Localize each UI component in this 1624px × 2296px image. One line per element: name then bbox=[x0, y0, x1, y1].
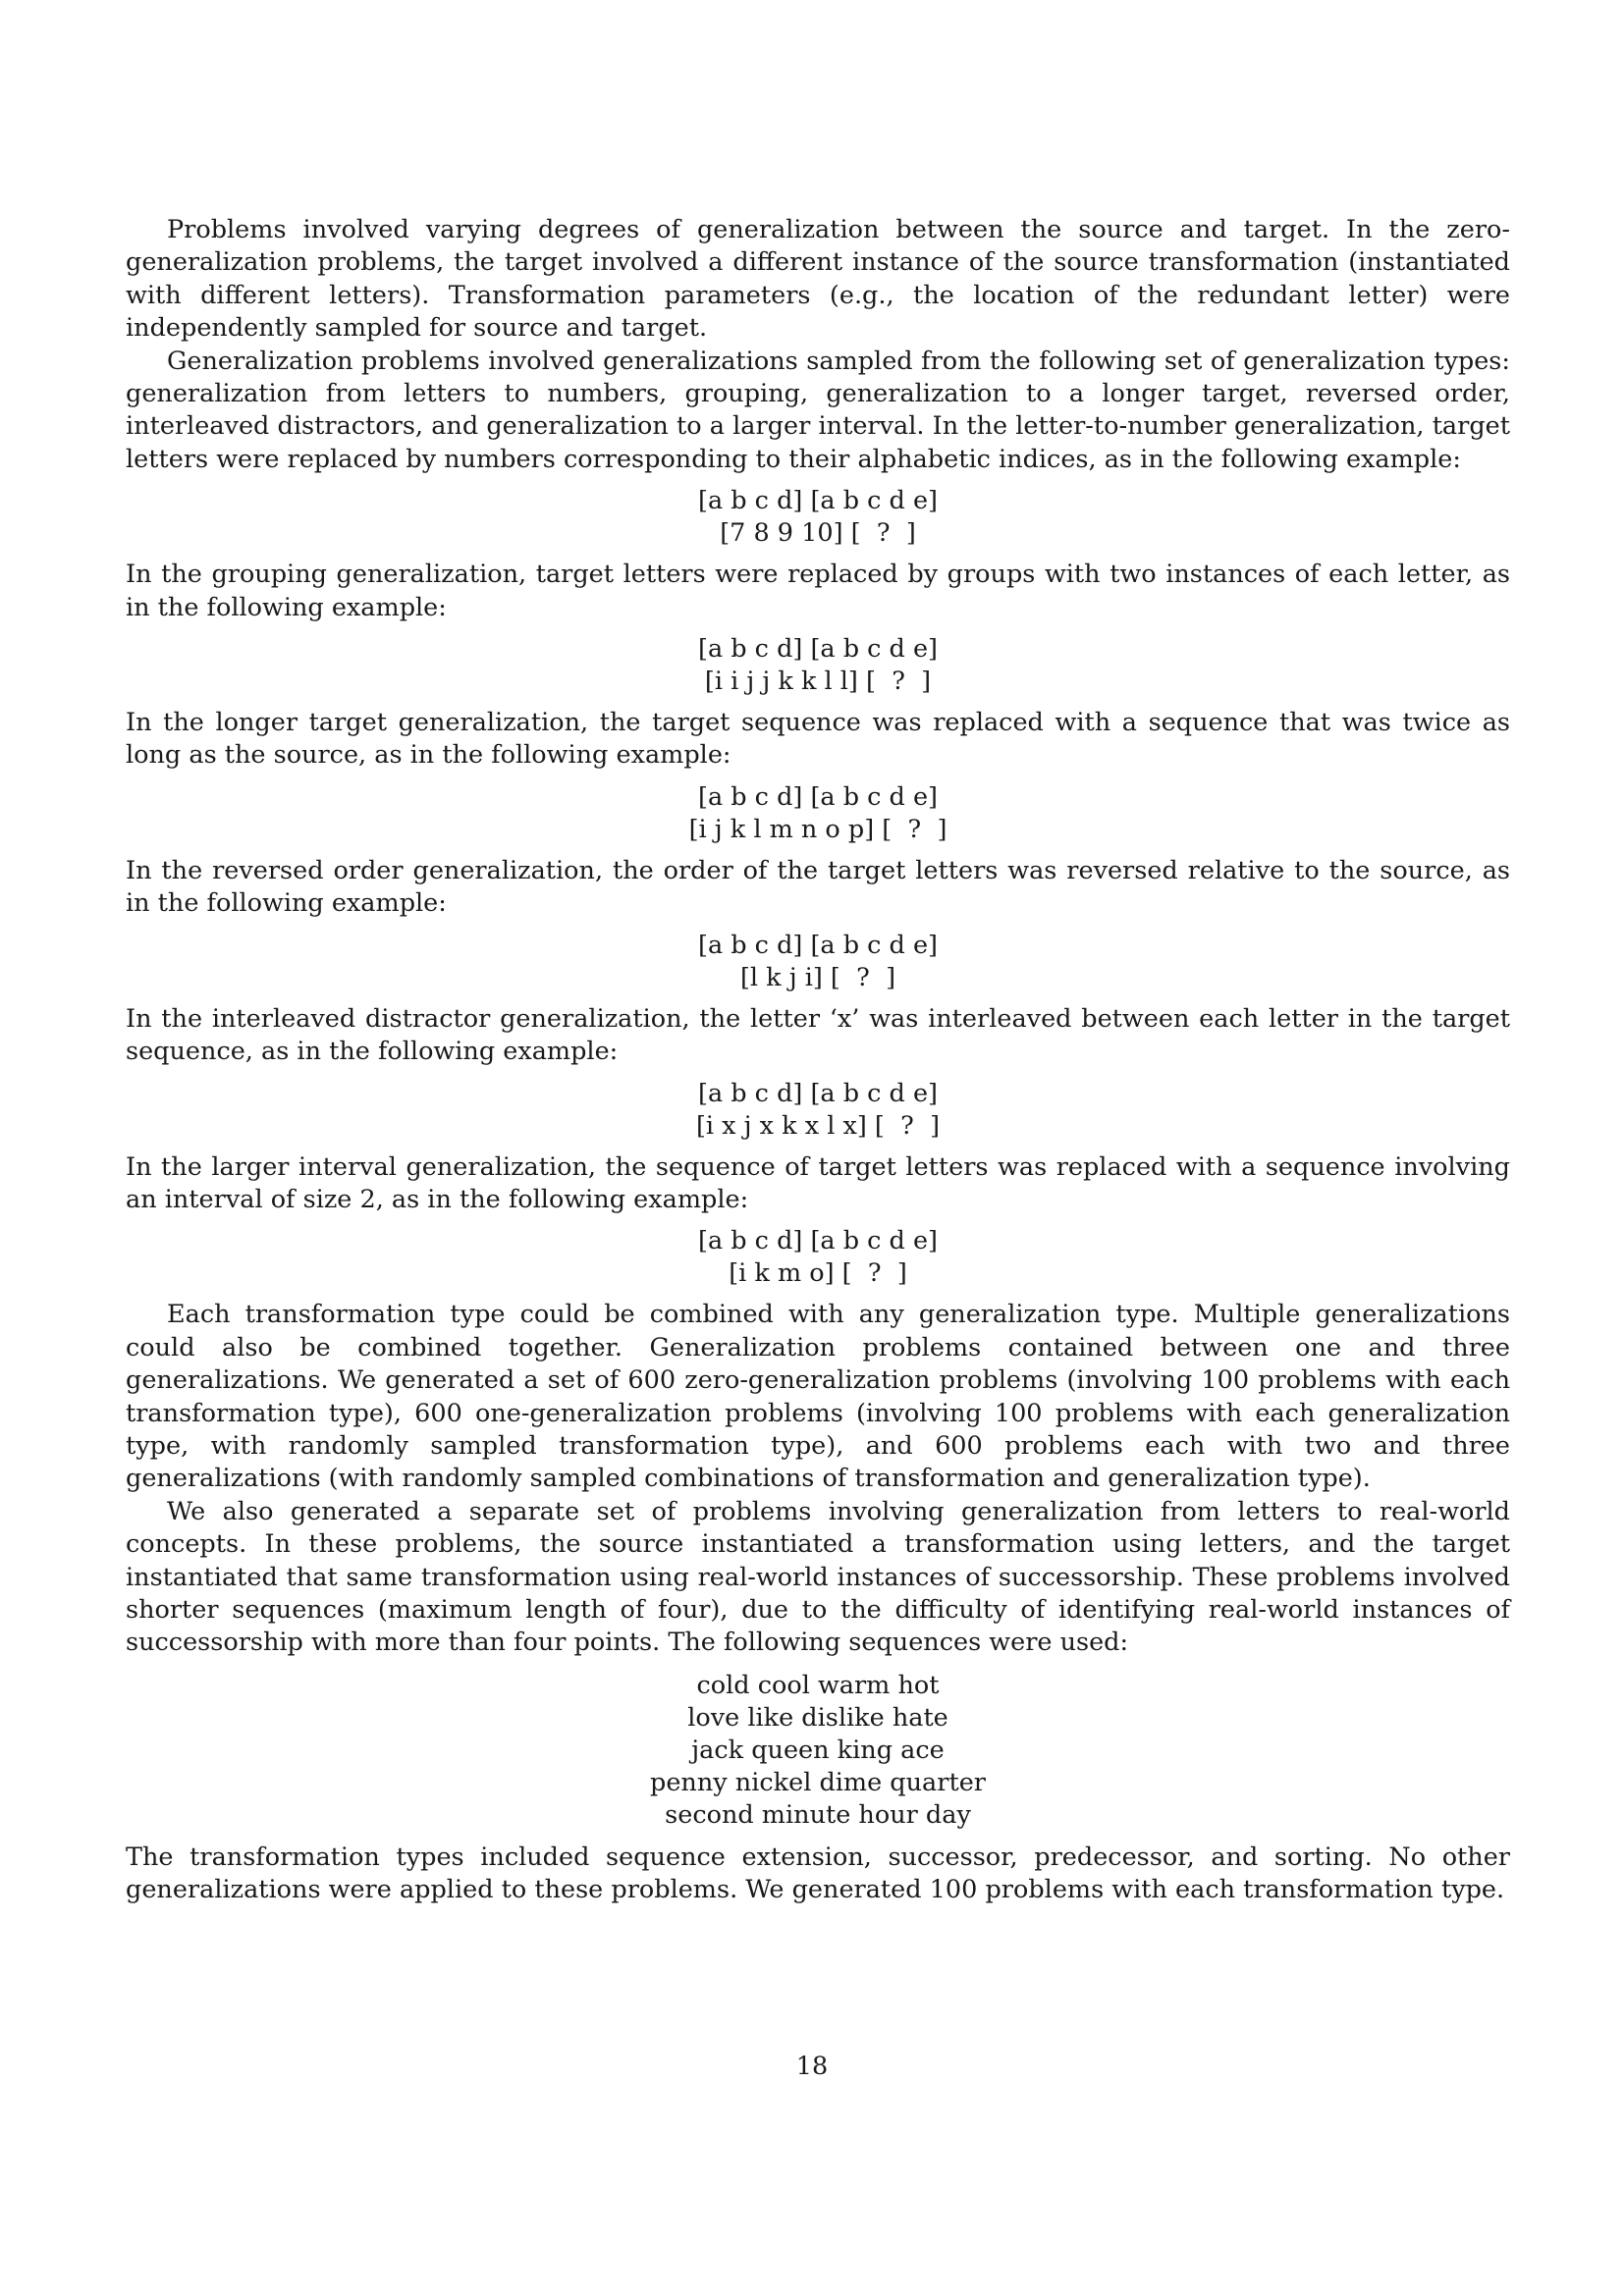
example-target-line: [i j k l m n o p] [ ? ] bbox=[688, 814, 947, 844]
example-source-line: [a b c d] [a b c d e] bbox=[698, 1226, 938, 1256]
question-mark: ? bbox=[892, 667, 905, 697]
sequence-item: second minute hour day bbox=[665, 1799, 971, 1830]
example-reversed-order bbox=[126, 930, 1510, 994]
example-target-line: [i k m o] [ ? ] bbox=[729, 1258, 907, 1289]
example-larger-interval bbox=[126, 1225, 1510, 1290]
paragraph-combinations: Each transformation type could be combined with any generalization type. Multiple generalizations could also be combined together. Generalization problems contained between one and three generalizations. We generated a set of 600 zero-generalization problems (involving 100 problems with each transformation type), 600 one-generalization problems (involving 100 problems with each generalization type, with randomly sampled transformation type), and 600 problems each with two and three generalizations (with randomly sampled combinations of transformation and generalization type). bbox=[126, 1300, 1510, 1494]
page-number: 18 bbox=[795, 2052, 829, 2081]
example-target-sequence: [i x j x k x l x] bbox=[695, 1110, 867, 1141]
page-body bbox=[126, 214, 1510, 1907]
example-target-line: [i i j j k k l l] [ ? ] bbox=[704, 667, 932, 697]
example-source-line: [a b c d] [a b c d e] bbox=[698, 486, 938, 516]
paragraph-larger-interval: In the larger interval generalization, the sequence of target letters was replaced with a sequence involving an interval of size 2, as in the following example: bbox=[126, 1151, 1510, 1214]
question-mark: ? bbox=[867, 1258, 882, 1289]
example-source-line: [a b c d] [a b c d e] bbox=[698, 930, 938, 960]
example-target-sequence: [7 8 9 10] bbox=[720, 518, 843, 549]
question-mark: ? bbox=[907, 814, 922, 844]
example-target-sequence: [l k j i] bbox=[739, 962, 823, 992]
example-letter-to-number bbox=[126, 485, 1510, 550]
example-source-line: [a b c d] [a b c d e] bbox=[698, 634, 938, 665]
sequence-item: penny nickel dime quarter bbox=[650, 1767, 986, 1797]
example-longer-target bbox=[126, 781, 1510, 846]
example-source-line: [a b c d] [a b c d e] bbox=[698, 1078, 938, 1108]
question-mark: ? bbox=[876, 518, 891, 549]
paragraph-generalization-types: Generalization problems involved generalizations sampled from the following set of generalization types: generalization from letters to numbers, grouping, generalization to a longer target, reversed order, interleaved distractors, and generalization to a larger interval. In the letter-to-number generalization, target letters were replaced by numbers corresponding to their alphabetic indices, as in the following example: bbox=[126, 346, 1510, 474]
example-source-line: [a b c d] [a b c d e] bbox=[698, 781, 938, 812]
question-mark: ? bbox=[856, 962, 870, 992]
example-target-line: [l k j i] [ ? ] bbox=[739, 962, 896, 992]
paragraph-generalization-degrees: Problems involved varying degrees of generalization between the source and target. In the zero-generalization problems, the target involved a different instance of the source transformation (instantiated with different letters). Transformation parameters (e.g., the location of the redundant letter) were independently sampled for source and target. bbox=[126, 215, 1510, 344]
example-target-line: [7 8 9 10] [ ? ] bbox=[720, 518, 916, 549]
example-interleaved-distractor bbox=[126, 1078, 1510, 1143]
paragraph-grouping: In the grouping generalization, target letters were replaced by groups with two instances of each letter, as in the following example: bbox=[126, 560, 1510, 622]
example-target-sequence: [i i j j k k l l] bbox=[704, 667, 858, 697]
sequence-item: love like dislike hate bbox=[687, 1702, 948, 1733]
paragraph-transformation-types: The transformation types included sequence extension, successor, predecessor, and sorting. No other generalizations were applied to these problems. We generated 100 problems with each transformation type. bbox=[126, 1842, 1510, 1905]
paragraph-real-world: We also generated a separate set of problems involving generalization from letters to real-world concepts. In these problems, the source instantiated a transformation using letters, and the target instantiated that same transformation using real-world instances of successorship. These problems involved shorter sequences (maximum length of four), due to the difficulty of identifying real-world instances of successorship with more than four points. The following sequences were used: bbox=[126, 1496, 1510, 1658]
question-mark: ? bbox=[900, 1110, 914, 1141]
paragraph-interleaved-distractor: In the interleaved distractor generalization, the letter ‘x’ was interleaved between each letter in the target sequence, as in the following example: bbox=[126, 1003, 1510, 1067]
example-grouping bbox=[126, 633, 1510, 698]
example-target-line: [i x j x k x l x] [ ? ] bbox=[695, 1110, 941, 1141]
paragraph-longer-target: In the longer target generalization, the target sequence was replaced with a sequence that was twice as long as the source, as in the following example: bbox=[126, 708, 1510, 771]
sequence-item: jack queen king ace bbox=[691, 1735, 945, 1765]
sequence-item: cold cool warm hot bbox=[696, 1670, 940, 1700]
example-target-sequence: [i j k l m n o p] bbox=[688, 814, 875, 844]
example-target-sequence: [i k m o] bbox=[729, 1258, 835, 1289]
real-world-sequences bbox=[126, 1670, 1510, 1832]
paragraph-reversed-order: In the reversed order generalization, the order of the target letters was reversed relative to the source, as in the following example: bbox=[126, 855, 1510, 919]
